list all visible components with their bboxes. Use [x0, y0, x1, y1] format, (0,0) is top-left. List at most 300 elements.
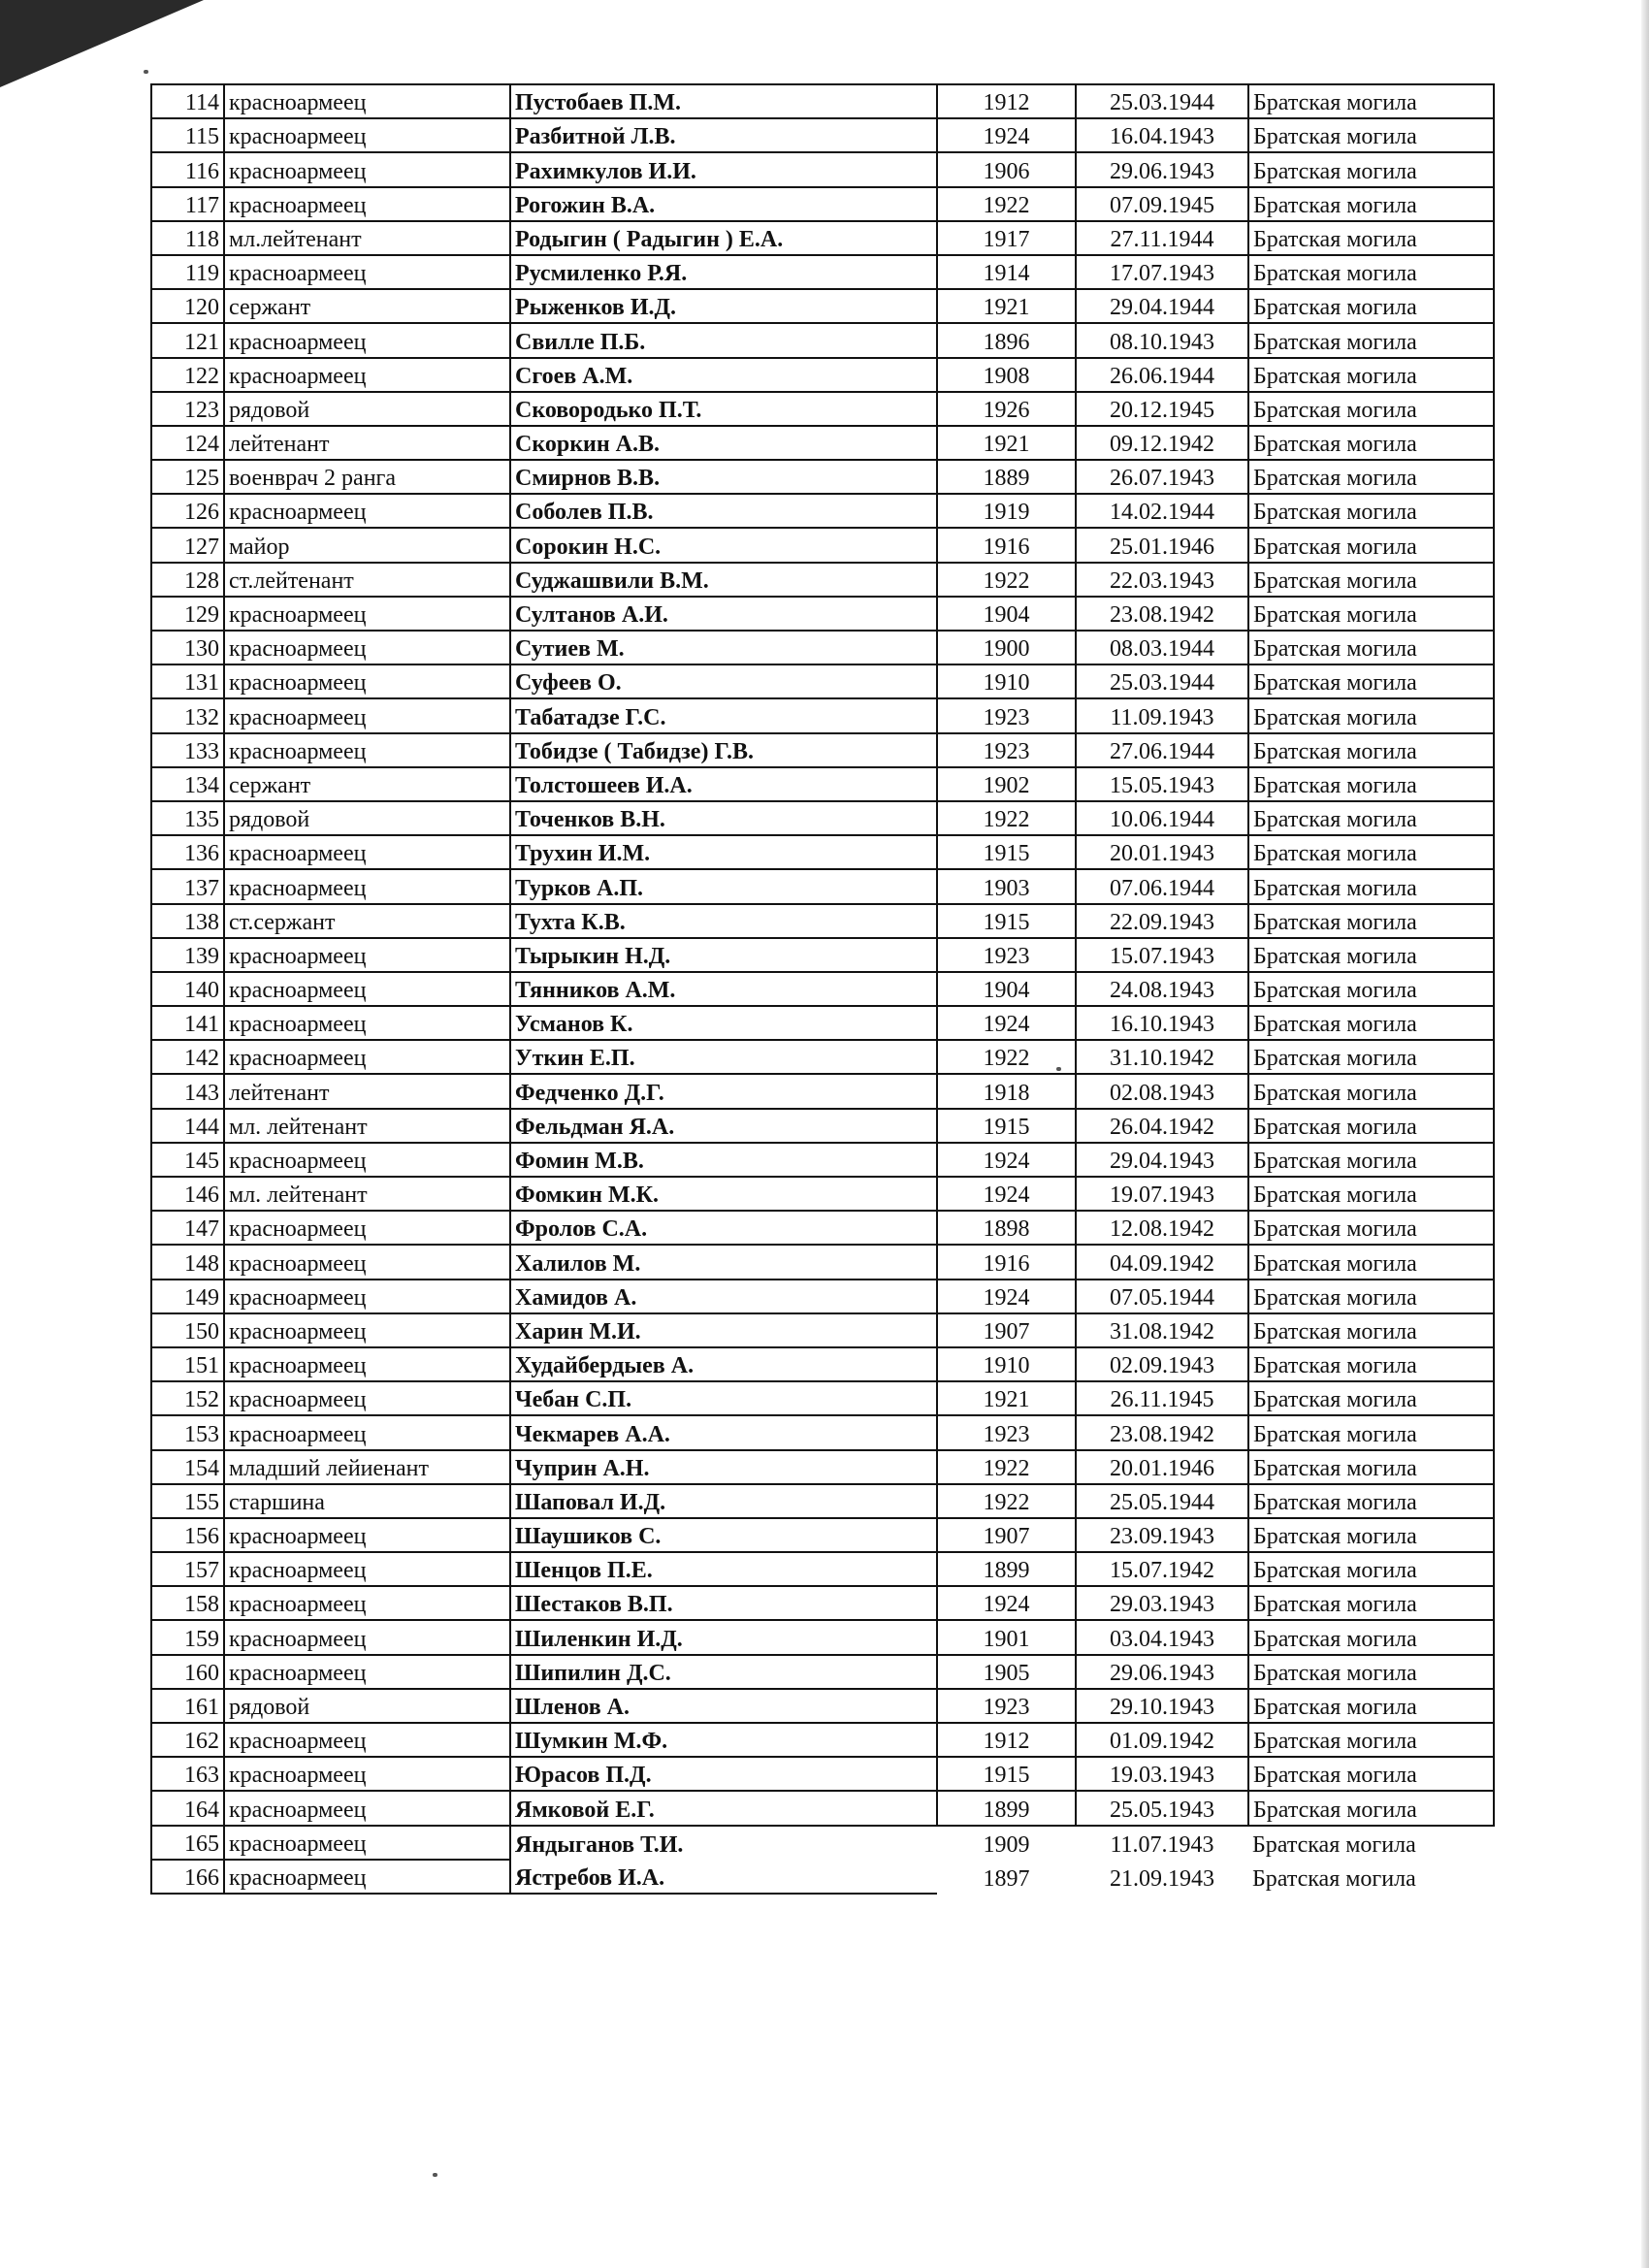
burial-place: Братская могила — [1248, 152, 1494, 186]
row-number: 119 — [151, 255, 224, 289]
military-rank: красноармеец — [224, 1381, 510, 1415]
table-row — [151, 289, 1494, 323]
table-row — [151, 255, 1494, 289]
military-rank: красноармеец — [224, 1040, 510, 1074]
table-row — [151, 1415, 1494, 1449]
full-name: Толстошеев И.А. — [510, 767, 937, 801]
birth-year: 1905 — [937, 1655, 1076, 1689]
row-number: 136 — [151, 835, 224, 869]
table-row — [151, 1109, 1494, 1143]
table-row — [151, 1826, 1494, 1860]
burial-place: Братская могила — [1248, 1211, 1494, 1245]
birth-year: 1916 — [937, 528, 1076, 562]
burial-place: Братская могила — [1248, 1280, 1494, 1313]
military-rank: красноармеец — [224, 358, 510, 392]
burial-place: Братская могила — [1248, 938, 1494, 972]
burial-place: Братская могила — [1248, 1655, 1494, 1689]
full-name: Соболев П.В. — [510, 494, 937, 528]
row-number: 161 — [151, 1689, 224, 1723]
table-row — [151, 1143, 1494, 1177]
table-row — [151, 1689, 1494, 1723]
burial-place: Братская могила — [1248, 1586, 1494, 1620]
birth-year: 1922 — [937, 1484, 1076, 1518]
military-rank: красноармеец — [224, 938, 510, 972]
military-rank: рядовой — [224, 801, 510, 835]
burial-place: Братская могила — [1248, 460, 1494, 494]
table-row — [151, 1518, 1494, 1552]
full-name: Тобидзе ( Табидзе) Г.В. — [510, 733, 937, 767]
death-date: 01.09.1942 — [1076, 1723, 1248, 1757]
military-rank: красноармеец — [224, 84, 510, 118]
table-row — [151, 118, 1494, 152]
table-row — [151, 1757, 1494, 1791]
death-date: 23.09.1943 — [1076, 1518, 1248, 1552]
military-rank: красноармеец — [224, 1655, 510, 1689]
burial-place: Братская могила — [1248, 904, 1494, 938]
row-number: 125 — [151, 460, 224, 494]
full-name: Чуприн А.Н. — [510, 1450, 937, 1484]
birth-year: 1921 — [937, 426, 1076, 460]
table-row — [151, 698, 1494, 732]
row-number: 160 — [151, 1655, 224, 1689]
birth-year: 1898 — [937, 1211, 1076, 1245]
burial-place: Братская могила — [1248, 631, 1494, 664]
table-row — [151, 1040, 1494, 1074]
military-rank: красноармеец — [224, 1245, 510, 1279]
birth-year: 1899 — [937, 1791, 1076, 1825]
military-rank: красноармеец — [224, 255, 510, 289]
death-date: 04.09.1942 — [1076, 1245, 1248, 1279]
military-rank: лейтенант — [224, 1074, 510, 1108]
scan-speck — [144, 70, 148, 74]
table-row — [151, 392, 1494, 426]
death-date: 24.08.1943 — [1076, 972, 1248, 1006]
death-date: 29.04.1943 — [1076, 1143, 1248, 1177]
table-row — [151, 187, 1494, 221]
row-number: 155 — [151, 1484, 224, 1518]
table-row — [151, 84, 1494, 118]
table-row — [151, 1177, 1494, 1211]
death-date: 07.09.1945 — [1076, 187, 1248, 221]
burial-place: Братская могила — [1248, 84, 1494, 118]
table-row — [151, 323, 1494, 357]
military-rank: красноармеец — [224, 1723, 510, 1757]
table-row — [151, 358, 1494, 392]
burial-place: Братская могила — [1248, 221, 1494, 255]
row-number: 145 — [151, 1143, 224, 1177]
birth-year: 1922 — [937, 1450, 1076, 1484]
row-number: 150 — [151, 1313, 224, 1347]
row-number: 130 — [151, 631, 224, 664]
military-rank: сержант — [224, 289, 510, 323]
burial-place: Братская могила — [1248, 494, 1494, 528]
burial-place: Братская могила — [1248, 1313, 1494, 1347]
military-rank: красноармеец — [224, 1211, 510, 1245]
table-row — [151, 767, 1494, 801]
military-rank: красноармеец — [224, 1415, 510, 1449]
table-row — [151, 460, 1494, 494]
full-name: Суджашвили В.М. — [510, 563, 937, 597]
full-name: Худайбердыев А. — [510, 1347, 937, 1381]
row-number: 149 — [151, 1280, 224, 1313]
military-rank: красноармеец — [224, 187, 510, 221]
full-name: Русмиленко Р.Я. — [510, 255, 937, 289]
birth-year: 1923 — [937, 1415, 1076, 1449]
death-date: 29.06.1943 — [1076, 152, 1248, 186]
burial-place: Братская могила — [1248, 1177, 1494, 1211]
birth-year: 1902 — [937, 767, 1076, 801]
table-row — [151, 152, 1494, 186]
burial-place: Братская могила — [1248, 698, 1494, 732]
military-rank: рядовой — [224, 392, 510, 426]
birth-year: 1924 — [937, 1143, 1076, 1177]
birth-year: 1919 — [937, 494, 1076, 528]
military-rank: мл. лейтенант — [224, 1109, 510, 1143]
full-name: Турков А.П. — [510, 869, 937, 903]
burial-place: Братская могила — [1248, 1347, 1494, 1381]
table-row — [151, 563, 1494, 597]
death-date: 29.03.1943 — [1076, 1586, 1248, 1620]
birth-year: 1907 — [937, 1313, 1076, 1347]
scan-shadow-corner — [0, 0, 204, 87]
burial-place: Братская могила — [1248, 358, 1494, 392]
full-name: Шипилин Д.С. — [510, 1655, 937, 1689]
birth-year: 1889 — [937, 460, 1076, 494]
full-name: Султанов А.И. — [510, 597, 937, 631]
burial-place: Братская могила — [1248, 801, 1494, 835]
row-number: 133 — [151, 733, 224, 767]
row-number: 139 — [151, 938, 224, 972]
table-row — [151, 528, 1494, 562]
death-date: 23.08.1942 — [1076, 597, 1248, 631]
full-name: Чебан С.П. — [510, 1381, 937, 1415]
full-name: Суфеев О. — [510, 664, 937, 698]
row-number: 132 — [151, 698, 224, 732]
military-rank: сержант — [224, 767, 510, 801]
row-number: 146 — [151, 1177, 224, 1211]
row-number: 121 — [151, 323, 224, 357]
birth-year: 1912 — [937, 84, 1076, 118]
burial-place: Братская могила — [1248, 1552, 1494, 1586]
birth-year: 1918 — [937, 1074, 1076, 1108]
death-date: 11.09.1943 — [1076, 698, 1248, 732]
row-number: 115 — [151, 118, 224, 152]
death-date: 12.08.1942 — [1076, 1211, 1248, 1245]
death-date: 03.04.1943 — [1076, 1620, 1248, 1654]
row-number: 163 — [151, 1757, 224, 1791]
burial-place: Братская могила — [1248, 187, 1494, 221]
burial-list-rows — [151, 84, 1494, 1894]
military-rank: старшина — [224, 1484, 510, 1518]
death-date: 29.06.1943 — [1076, 1655, 1248, 1689]
death-date: 23.08.1942 — [1076, 1415, 1248, 1449]
death-date: 25.05.1943 — [1076, 1791, 1248, 1825]
military-rank: красноармеец — [224, 1620, 510, 1654]
death-date: 26.11.1945 — [1076, 1381, 1248, 1415]
full-name: Разбитной Л.В. — [510, 118, 937, 152]
death-date: 20.01.1946 — [1076, 1450, 1248, 1484]
death-date: 31.08.1942 — [1076, 1313, 1248, 1347]
birth-year: 1922 — [937, 187, 1076, 221]
military-rank: красноармеец — [224, 664, 510, 698]
death-date: 15.05.1943 — [1076, 767, 1248, 801]
table-row — [151, 664, 1494, 698]
birth-year: 1896 — [937, 323, 1076, 357]
full-name: Точенков В.Н. — [510, 801, 937, 835]
birth-year: 1917 — [937, 221, 1076, 255]
full-name: Трухин И.М. — [510, 835, 937, 869]
death-date: 07.06.1944 — [1076, 869, 1248, 903]
row-number: 128 — [151, 563, 224, 597]
scan-edge — [1641, 0, 1649, 2268]
birth-year: 1924 — [937, 1177, 1076, 1211]
burial-place: Братская могила — [1248, 1791, 1494, 1825]
table-row — [151, 972, 1494, 1006]
table-row — [151, 1006, 1494, 1040]
military-rank: красноармеец — [224, 1143, 510, 1177]
military-rank: красноармеец — [224, 1313, 510, 1347]
burial-place: Братская могила — [1252, 1831, 1416, 1858]
birth-year: 1900 — [937, 631, 1076, 664]
full-name: Шестаков В.П. — [510, 1586, 937, 1620]
table-row — [151, 1586, 1494, 1620]
birth-year: 1916 — [937, 1245, 1076, 1279]
birth-year: 1915 — [937, 1109, 1076, 1143]
birth-year: 1926 — [937, 392, 1076, 426]
death-date: 27.11.1944 — [1076, 221, 1248, 255]
burial-place: Братская могила — [1248, 597, 1494, 631]
full-name: Сковородько П.Т. — [510, 392, 937, 426]
row-number: 153 — [151, 1415, 224, 1449]
row-number: 134 — [151, 767, 224, 801]
row-number: 147 — [151, 1211, 224, 1245]
row-number: 129 — [151, 597, 224, 631]
burial-list-table — [150, 83, 1495, 1895]
table-row — [151, 1074, 1494, 1108]
military-rank: мл. лейтенант — [224, 1177, 510, 1211]
death-date: 25.03.1944 — [1076, 664, 1248, 698]
military-rank: мл.лейтенант — [224, 221, 510, 255]
full-name: Яндыганов Т.И. — [510, 1826, 937, 1860]
table-row — [151, 631, 1494, 664]
birth-year: 1912 — [937, 1723, 1076, 1757]
military-rank: красноармеец — [224, 494, 510, 528]
birth-year: 1908 — [937, 358, 1076, 392]
full-name: Шумкин М.Ф. — [510, 1723, 937, 1757]
birth-year: 1915 — [937, 835, 1076, 869]
burial-place: Братская могила — [1248, 1143, 1494, 1177]
row-number: 158 — [151, 1586, 224, 1620]
table-row — [151, 1450, 1494, 1484]
row-number: 138 — [151, 904, 224, 938]
death-date: 21.09.1943 — [1110, 1865, 1214, 1892]
military-rank: ст.лейтенант — [224, 563, 510, 597]
death-date: 02.09.1943 — [1076, 1347, 1248, 1381]
birth-year: 1921 — [937, 289, 1076, 323]
burial-place: Братская могила — [1248, 664, 1494, 698]
full-name: Рыженков И.Д. — [510, 289, 937, 323]
death-date: 19.07.1943 — [1076, 1177, 1248, 1211]
table-row — [151, 904, 1494, 938]
military-rank: красноармеец — [224, 1826, 510, 1860]
death-date: 10.06.1944 — [1076, 801, 1248, 835]
birth-year: 1903 — [937, 869, 1076, 903]
full-name: Рогожин В.А. — [510, 187, 937, 221]
death-date: 08.03.1944 — [1076, 631, 1248, 664]
full-name: Скоркин А.В. — [510, 426, 937, 460]
military-rank: красноармеец — [224, 1347, 510, 1381]
birth-year: 1922 — [937, 1040, 1076, 1074]
burial-place: Братская могила — [1248, 733, 1494, 767]
birth-year: 1915 — [937, 1757, 1076, 1791]
death-date: 02.08.1943 — [1076, 1074, 1248, 1108]
row-number: 142 — [151, 1040, 224, 1074]
death-date: 27.06.1944 — [1076, 733, 1248, 767]
birth-year: 1924 — [937, 1280, 1076, 1313]
birth-year: 1924 — [937, 1586, 1076, 1620]
burial-place: Братская могила — [1248, 118, 1494, 152]
birth-year: 1909 — [983, 1831, 1030, 1858]
birth-year: 1923 — [937, 698, 1076, 732]
death-date: 20.01.1943 — [1076, 835, 1248, 869]
military-rank: красноармеец — [224, 1280, 510, 1313]
burial-place: Братская могила — [1248, 1074, 1494, 1108]
military-rank: рядовой — [224, 1689, 510, 1723]
burial-place: Братская могила — [1248, 392, 1494, 426]
burial-place: Братская могила — [1248, 869, 1494, 903]
birth-year: 1910 — [937, 1347, 1076, 1381]
military-rank: красноармеец — [224, 1006, 510, 1040]
table-row — [151, 1723, 1494, 1757]
birth-year: 1922 — [937, 563, 1076, 597]
death-date: 25.01.1946 — [1076, 528, 1248, 562]
military-rank: ст.сержант — [224, 904, 510, 938]
row-number: 135 — [151, 801, 224, 835]
burial-place: Братская могила — [1248, 426, 1494, 460]
death-date: 15.07.1943 — [1076, 938, 1248, 972]
death-date: 15.07.1942 — [1076, 1552, 1248, 1586]
row-number: 148 — [151, 1245, 224, 1279]
full-name: Фельдман Я.А. — [510, 1109, 937, 1143]
full-name: Фомкин М.К. — [510, 1177, 937, 1211]
full-name: Шленов А. — [510, 1689, 937, 1723]
table-row — [151, 1280, 1494, 1313]
full-name: Смирнов В.В. — [510, 460, 937, 494]
burial-place: Братская могила — [1248, 1620, 1494, 1654]
table-row — [151, 1791, 1494, 1825]
burial-place: Братская могила — [1248, 1450, 1494, 1484]
row-number: 117 — [151, 187, 224, 221]
row-number: 131 — [151, 664, 224, 698]
burial-place: Братская могила — [1248, 767, 1494, 801]
death-date: 25.03.1944 — [1076, 84, 1248, 118]
row-number: 141 — [151, 1006, 224, 1040]
death-date: 17.07.1943 — [1076, 255, 1248, 289]
death-date: 25.05.1944 — [1076, 1484, 1248, 1518]
table-row — [151, 835, 1494, 869]
military-rank: майор — [224, 528, 510, 562]
burial-place: Братская могила — [1248, 1518, 1494, 1552]
burial-place: Братская могила — [1248, 255, 1494, 289]
burial-place: Братская могила — [1248, 972, 1494, 1006]
table-row — [151, 1313, 1494, 1347]
full-name: Родыгин ( Радыгин ) Е.А. — [510, 221, 937, 255]
row-number: 152 — [151, 1381, 224, 1415]
full-name: Ямковой Е.Г. — [510, 1791, 937, 1825]
row-number: 124 — [151, 426, 224, 460]
table-row — [151, 733, 1494, 767]
full-name: Тянников А.М. — [510, 972, 937, 1006]
birth-year: 1914 — [937, 255, 1076, 289]
row-number: 156 — [151, 1518, 224, 1552]
full-name: Харин М.И. — [510, 1313, 937, 1347]
table-row — [151, 1211, 1494, 1245]
military-rank: красноармеец — [224, 1518, 510, 1552]
full-name: Сутиев М. — [510, 631, 937, 664]
burial-place: Братская могила — [1248, 1689, 1494, 1723]
row-number: 137 — [151, 869, 224, 903]
death-date: 29.04.1944 — [1076, 289, 1248, 323]
military-rank: красноармеец — [224, 152, 510, 186]
birth-year: 1922 — [937, 801, 1076, 835]
full-name: Федченко Д.Г. — [510, 1074, 937, 1108]
table-row — [151, 1347, 1494, 1381]
military-rank: красноармеец — [224, 835, 510, 869]
birth-year: 1901 — [937, 1620, 1076, 1654]
military-rank: красноармеец — [224, 323, 510, 357]
row-number: 162 — [151, 1723, 224, 1757]
table-row — [151, 869, 1494, 903]
table-row — [151, 221, 1494, 255]
table-row — [151, 1860, 1494, 1894]
full-name: Рахимкулов И.И. — [510, 152, 937, 186]
full-name: Шиленкин И.Д. — [510, 1620, 937, 1654]
full-name: Тырыкин Н.Д. — [510, 938, 937, 972]
military-rank: красноармеец — [224, 1860, 510, 1894]
military-rank: красноармеец — [224, 1757, 510, 1791]
burial-place: Братская могила — [1248, 323, 1494, 357]
military-rank: красноармеец — [224, 597, 510, 631]
table-row — [151, 1381, 1494, 1415]
full-name: Фролов С.А. — [510, 1211, 937, 1245]
burial-place: Братская могила — [1248, 289, 1494, 323]
death-date: 26.04.1942 — [1076, 1109, 1248, 1143]
burial-place: Братская могила — [1248, 1381, 1494, 1415]
death-date: 29.10.1943 — [1076, 1689, 1248, 1723]
row-number: 114 — [151, 84, 224, 118]
birth-year: 1924 — [937, 118, 1076, 152]
row-number: 120 — [151, 289, 224, 323]
row-number: 116 — [151, 152, 224, 186]
burial-place: Братская могила — [1248, 563, 1494, 597]
military-rank: красноармеец — [224, 869, 510, 903]
row-number: 127 — [151, 528, 224, 562]
burial-place: Братская могила — [1248, 528, 1494, 562]
military-rank: красноармеец — [224, 733, 510, 767]
military-rank: красноармеец — [224, 1552, 510, 1586]
full-name: Усманов К. — [510, 1006, 937, 1040]
row-number: 126 — [151, 494, 224, 528]
table-row — [151, 1484, 1494, 1518]
birth-year: 1910 — [937, 664, 1076, 698]
death-date: 14.02.1944 — [1076, 494, 1248, 528]
birth-year: 1904 — [937, 597, 1076, 631]
military-rank: красноармеец — [224, 631, 510, 664]
burial-place: Братская могила — [1248, 1040, 1494, 1074]
table-row — [151, 426, 1494, 460]
table-row — [151, 938, 1494, 972]
table-row — [151, 1620, 1494, 1654]
